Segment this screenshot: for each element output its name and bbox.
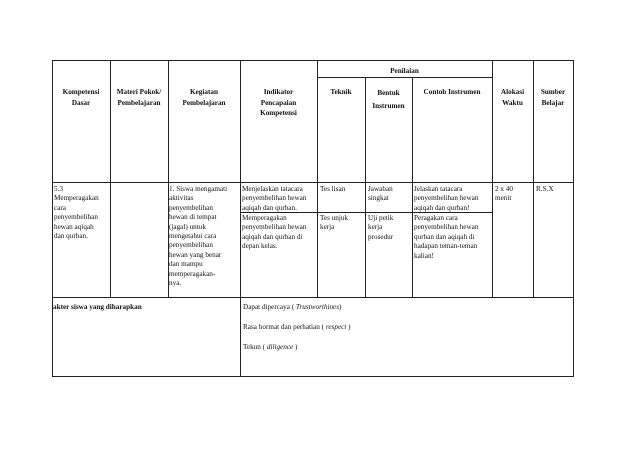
cell-teknik-2: Tes unjuk kerja xyxy=(320,214,349,232)
karakter-item-3-term: diligence xyxy=(266,343,294,351)
cell-alokasi: 2 x 40 menit xyxy=(495,185,513,203)
header-kegiatan: Kegiatan Pembelajaran xyxy=(182,88,226,107)
header-alokasi-waktu: Alokasi Waktu xyxy=(500,88,525,107)
karakter-item-2 xyxy=(243,323,573,332)
cell-kegiatan: 1. Siswa mengamati aktivitas penyembelihan hewan di tempat (jagal) untuk mengetahui cara penyembelihan hewan yang benar dan mampu memperagakan- nya. xyxy=(169,185,228,288)
header-indikator: Indikator Pencapaian Kompetensi xyxy=(260,88,297,117)
cell-sumber: R.S.X xyxy=(536,185,554,193)
col-line-9 xyxy=(573,60,574,377)
header-row-bottom xyxy=(52,182,574,183)
karakter-item-2-term: respect xyxy=(325,323,347,331)
cell-kompetensi-dasar: 5.3 Memperagakan cara penyembelihan hewan aqiqah dan qurban. xyxy=(54,185,99,241)
table-border-bottom xyxy=(52,376,574,377)
karakter-item-2-text: Rasa hormat dan perhatian ( xyxy=(243,323,326,331)
cell-bentuk-2: Uji petik kerja prosedur xyxy=(368,214,394,241)
karakter-item-3-end: ) xyxy=(293,343,298,351)
karakter-item-3 xyxy=(243,343,573,352)
karakter-item-1-text: Dapat dipercaya ( xyxy=(243,303,296,311)
karakter-item-1-term: Trustworthines xyxy=(295,303,340,311)
karakter-item-1-end: ) xyxy=(339,303,342,311)
col-line-6 xyxy=(412,77,413,297)
table-border-top xyxy=(52,60,574,61)
header-materi-pokok: Materi Pokok/ Pembelajaran xyxy=(116,88,162,107)
penilaian-divider xyxy=(317,77,492,78)
karakter-item-3-text: Tekun ( xyxy=(243,343,267,351)
row-bottom xyxy=(52,297,574,298)
cell-teknik-1: Tes lisan xyxy=(320,185,346,193)
header-teknik: Teknik xyxy=(330,88,352,96)
header-penilaian: Penilaian xyxy=(390,67,419,75)
header-bentuk-instrumen: Bentuk Instrumen xyxy=(372,89,405,110)
cell-contoh-1: Jelaskan tatacara penyembelihan hewan aqiqah dan qurban! xyxy=(414,185,479,212)
karakter-label: akter siswa yang diharapkan xyxy=(53,303,142,311)
karakter-item-2-end: ) xyxy=(346,323,351,331)
header-sumber-belajar: Sumber Belajar xyxy=(540,88,566,107)
header-contoh-instrumen: Contoh Instrumen xyxy=(423,88,481,96)
cell-indikator-1: Menjelaskan tatacara penyembelihan hewan aqiqah dan qurban. xyxy=(242,185,307,212)
cell-indikator-2: Memperagakan penyembelihan hewan aqiqah dan qurban di depan kelas. xyxy=(242,214,307,251)
karakter-item-1 xyxy=(243,303,573,312)
cell-contoh-2: Peragakan cara penyembelihan hewan qurban dan aqiqah di hadapan teman-teman kalian! xyxy=(414,214,479,260)
header-kompetensi-dasar: Kompetensi Dasar xyxy=(62,88,100,107)
cell-bentuk-1: Jawaban singkat xyxy=(368,185,393,203)
